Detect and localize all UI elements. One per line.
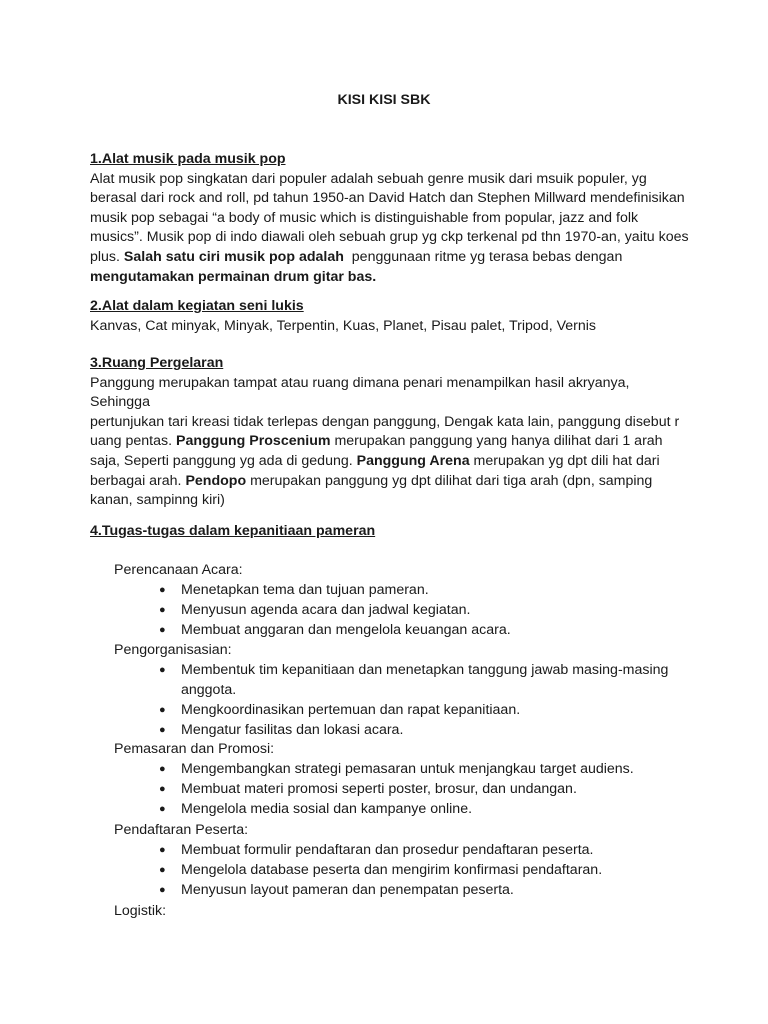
section-4-heading: 4.Tugas-tugas dalam kepanitiaan pameran [90,523,376,539]
group-label: Pengorganisasian: [114,642,232,658]
bold-text: Pendopo [185,472,247,489]
section-3 [90,354,690,511]
list-item-text-wrap: anggota. [181,681,237,698]
bullet-icon: ● [159,844,166,856]
list-item [114,800,674,820]
list-item [114,780,674,800]
list-item [114,760,674,780]
bullet-icon: ● [159,723,166,736]
text-run: plus. [90,248,124,265]
bullet-icon: ● [159,763,166,775]
list-item [114,861,674,881]
group-label: Perencanaan Acara: [114,562,243,578]
list-item [114,881,674,901]
section-1-line: mengutamakan permainan drum gitar bas. [90,268,377,285]
section-1 [90,150,690,287]
section-3-line [90,472,690,492]
list-item [114,701,674,721]
text-run: merupakan yg dpt dili hat dari [469,452,660,469]
bullet-icon: ● [159,703,166,716]
list-item [114,661,674,700]
list-item-text: Mengelola database peserta dan mengirim konfirmasi pendaftaran. [181,862,603,879]
section-3-line: pertunjukan tari kreasi tidak terlepas dengan panggung, Dengak kata lain, panggung disebut r [90,413,680,430]
group-label: Logistik: [114,903,167,919]
list-item-text: Mengkoordinasikan pertemuan dan rapat kepanitiaan. [181,701,521,718]
text-run: merupakan panggung yg dpt dilihat dari tiga arah (dpn, samping [246,472,653,489]
list-item [114,721,674,741]
bullet-icon: ● [159,584,166,596]
list-item [114,621,674,641]
bullet-icon: ● [159,664,166,676]
list-item-text: Menyusun layout pameran dan penempatan peserta. [181,882,514,899]
list-item-text: Menetapkan tema dan tujuan pameran. [181,582,429,598]
group-label: Pendaftaran Peserta: [114,822,249,838]
group-list [114,581,674,642]
bullet-icon: ● [159,624,166,637]
list-item [114,581,674,601]
section-1-line: berasal dari rock and roll, pd tahun 1950-an David Hatch dan Stephen Millward mendefinisikan [90,190,685,207]
section-4-heading-wrap [90,522,690,542]
section-1-line: musik pop sebagai “a body of music which is distinguishable from popular, jazz and folk [90,209,639,226]
list-item [114,841,674,861]
text-run: uang pentas. [90,433,176,450]
group-list [114,841,674,902]
bullet-icon: ● [159,604,166,617]
section-2-line: Kanvas, Cat minyak, Minyak, Terpentin, Kuas, Planet, Pisau palet, Tripod, Vernis [90,317,597,334]
section-3-line [90,432,690,452]
text-run: merupakan panggung yang hanya dilihat dari 1 arah [330,433,663,450]
group-list [114,760,674,821]
list-item-text: Membuat materi promosi seperti poster, brosur, dan undangan. [181,781,577,798]
bullet-icon: ● [159,783,166,796]
section-3-line [90,452,690,472]
bullet-icon: ● [159,884,166,897]
section-1-heading: 1.Alat musik pada musik pop [90,151,286,167]
section-1-line: Alat musik pop singkatan dari populer adalah sebuah genre musik dari msuik populer, yg [90,170,647,187]
list-item-text: Membuat formulir pendaftaran dan prosedur pendaftaran peserta. [181,842,594,858]
text-run: berbagai arah. [90,472,186,489]
section-3-line: kanan, sampinng kiri) [90,492,225,509]
document-title: KISI KISI SBK [337,92,431,108]
list-item-text: Menyusun agenda acara dan jadwal kegiatan. [181,602,471,619]
bold-text: Salah satu ciri musik pop adalah [123,248,344,265]
section-1-line [90,248,690,268]
list-item-text: Membentuk tim kepanitiaan dan menetapkan tanggung jawab masing-masing [181,662,669,678]
list-item-text: Membuat anggaran dan mengelola keuangan acara. [181,622,511,639]
section-2-heading: 2.Alat dalam kegiatan seni lukis [90,298,304,314]
text-run: saja, Seperti panggung yg ada di gedung. [90,452,357,469]
list-item [114,601,674,621]
section-3-heading: 3.Ruang Pergelaran [90,355,224,371]
group-label: Pemasaran dan Promosi: [114,741,275,757]
bold-text: Panggung Proscenium [175,433,331,450]
bullet-icon: ● [159,803,166,816]
group-list [114,661,674,741]
section-2 [90,297,690,336]
list-item-text: Mengelola media sosial dan kampanye online. [181,801,473,818]
section-1-line: musics”. Musik pop di indo diawali oleh sebuah grup yg ckp terkenal pd thn 1970-an, yaitu koes [90,229,689,246]
section-3-line: Panggung merupakan tampat atau ruang dimana penari menampilkan hasil akryanya, Sehingga [90,374,630,411]
bullet-icon: ● [159,864,166,877]
bold-text: Panggung Arena [356,452,470,469]
list-item-text: Mengembangkan strategi pemasaran untuk menjangkau target audiens. [181,761,634,777]
text-run: penggunaan ritme yg terasa bebas dengan [343,248,623,265]
list-item-text: Mengatur fasilitas dan lokasi acara. [181,721,404,738]
